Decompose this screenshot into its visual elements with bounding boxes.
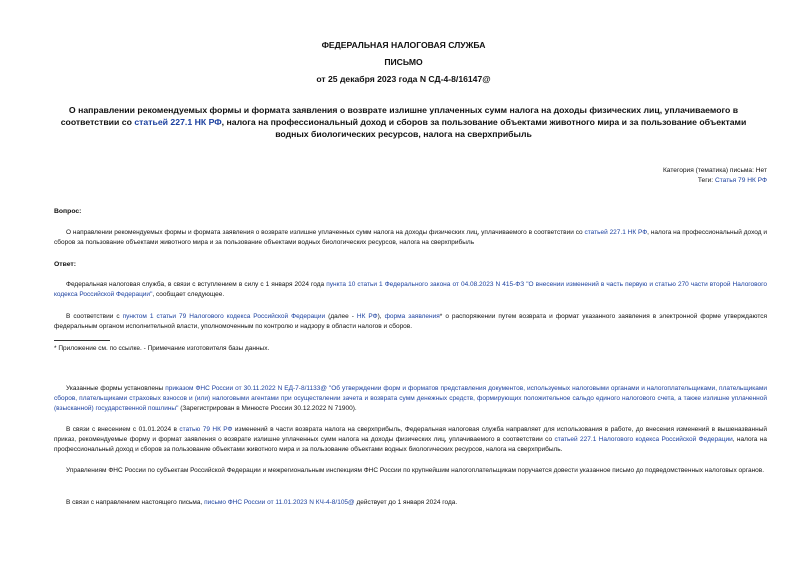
body-p4-text-3: , налога на профессиональный доход и сборов за пользование объектами животного мира и за пользование объектами водных биологических ресурсов, налога на сверхприбыль. <box>54 436 767 453</box>
body-p4-link-1[interactable]: статью 79 НК РФ <box>179 426 233 433</box>
body-paragraph-5: Управлениям ФНС России по субъектам Российской Федерации и межрегиональным инспекциям ФНС России по крупнейшим налогоплательщикам поручается довести указанное письмо до подведомственных налоговых органов. <box>66 467 765 474</box>
body-p3-text-1: Указанные формы установлены <box>66 385 166 392</box>
body-paragraph-4 <box>54 425 767 455</box>
question-label: Вопрос: <box>54 208 82 215</box>
answer-p1-text-1: Федеральная налоговая служба, в связи с вступлением в силу с 1 января 2024 года <box>66 281 327 288</box>
body-p6-text-1: В связи с направлением настоящего письма, <box>66 499 205 506</box>
answer-paragraph-1 <box>54 280 767 300</box>
question-text <box>54 228 767 248</box>
body-p4-text-2: изменений в части возврата налога на сверхприбыль, Федеральная налоговая служба направляет для использования в работе, до внесения изменений в вышеназванный приказ, рекомендуемые форму и формат заявления о возврате излишне уплаченных сумм налога на доходы физических лиц, уплачиваемого в соответствии со <box>54 426 767 443</box>
body-p4-link-2[interactable]: статьей 227.1 Налогового кодекса Российской Федерации <box>554 436 733 443</box>
letter-category: Категория (тематика) письма: Нет <box>662 167 767 174</box>
question-text-2: , налога на профессиональный доход и сборов за пользование объектами животного мира и за пользование объектами водных биологических ресурсов, налога на сверхприбыль <box>54 229 767 246</box>
doc-title-link[interactable]: статьей 227.1 НК РФ <box>134 117 222 127</box>
body-p3-link[interactable]: приказом ФНС России от 30.11.2022 N ЕД-7-8/1133@ "Об утверждении форм и форматов представления документов, используемых налоговыми органами и налогоплательщиками, плательщиками сборов, плательщиками страховых взносов и (или) налоговыми агентами при осуществлении зачета и возврата сумм денежных средств, формирующих положительное сальдо единого налогового счета, а также излишне уплаченной (взысканной) государственной пошлины" <box>54 385 768 412</box>
body-p6-link[interactable]: письмо ФНС России от 11.01.2023 N КЧ-4-8/105@ <box>204 499 355 506</box>
answer-p1-link[interactable]: пункта 10 статьи 1 Федерального закона от 04.08.2023 N 415-ФЗ "О внесении изменений в часть первую и статью 270 части второй Налогового кодекса Российской Федерации" <box>54 281 767 298</box>
agency-heading: ФЕДЕРАЛЬНАЯ НАЛОГОВАЯ СЛУЖБА <box>321 40 486 50</box>
letter-topic-prefix: Теги: <box>697 177 715 184</box>
body-p4-text-1: В связи с внесением с 01.01.2024 в <box>66 426 180 433</box>
answer-label: Ответ: <box>54 261 76 268</box>
answer-p2-text-2: (далее - <box>325 313 357 320</box>
footnote-divider <box>54 340 110 341</box>
doc-type-heading: ПИСЬМО <box>384 57 423 67</box>
body-paragraph-3 <box>54 384 767 414</box>
answer-p2-link-2[interactable]: НК РФ <box>356 313 378 320</box>
letter-topic <box>698 176 767 186</box>
answer-paragraph-2 <box>54 312 767 332</box>
answer-p1-text-2: , сообщает следующее. <box>152 291 225 298</box>
doc-date-number: от 25 декабря 2023 года N СД-4-8/16147@ <box>316 74 491 84</box>
body-p3-text-2: (Зарегистрирован в Минюсте России 30.12.2022 N 71900). <box>178 405 357 412</box>
footnote-text: * Приложение см. по ссылке. - Примечание изготовителя базы данных. <box>54 345 270 352</box>
doc-title <box>50 104 757 140</box>
letter-topic-link[interactable]: Статья 79 НК РФ <box>714 177 767 184</box>
answer-p2-text-4: * о распоряжении путем возврата и формат указанного заявления в электронной форме утверждаются федеральным органом исполнительной власти, уполномоченным по контролю и надзору в области налогов и сборов. <box>54 313 767 330</box>
body-p6-text-2: действует до 1 января 2024 года. <box>354 499 458 506</box>
answer-p2-text-1: В соответствии с <box>66 313 123 320</box>
question-text-1: О направлении рекомендуемых формы и формата заявления о возврате излишне уплаченных сумм налога на доходы физических лиц, уплачиваемого в соответствии со <box>66 229 585 236</box>
doc-title-text-1: О направлении рекомендуемых формы и формата заявления о возврате излишне уплаченных сумм налога на доходы физических лиц, уплачиваемого в соответствии со <box>60 105 739 127</box>
answer-p2-link-1[interactable]: пунктом 1 статьи 79 Налогового кодекса Российской Федерации <box>122 313 326 320</box>
body-paragraph-6 <box>54 498 767 508</box>
answer-p2-link-3[interactable]: форма заявления <box>384 313 440 320</box>
doc-title-text-2: , налога на профессиональный доход и сборов за пользование объектами животного мира и за пользование объектами водных биологических ресурсов, налога на сверхприбыль <box>221 117 747 139</box>
answer-p2-text-3: ), <box>377 313 385 320</box>
question-link[interactable]: статьей 227.1 НК РФ <box>584 229 648 236</box>
